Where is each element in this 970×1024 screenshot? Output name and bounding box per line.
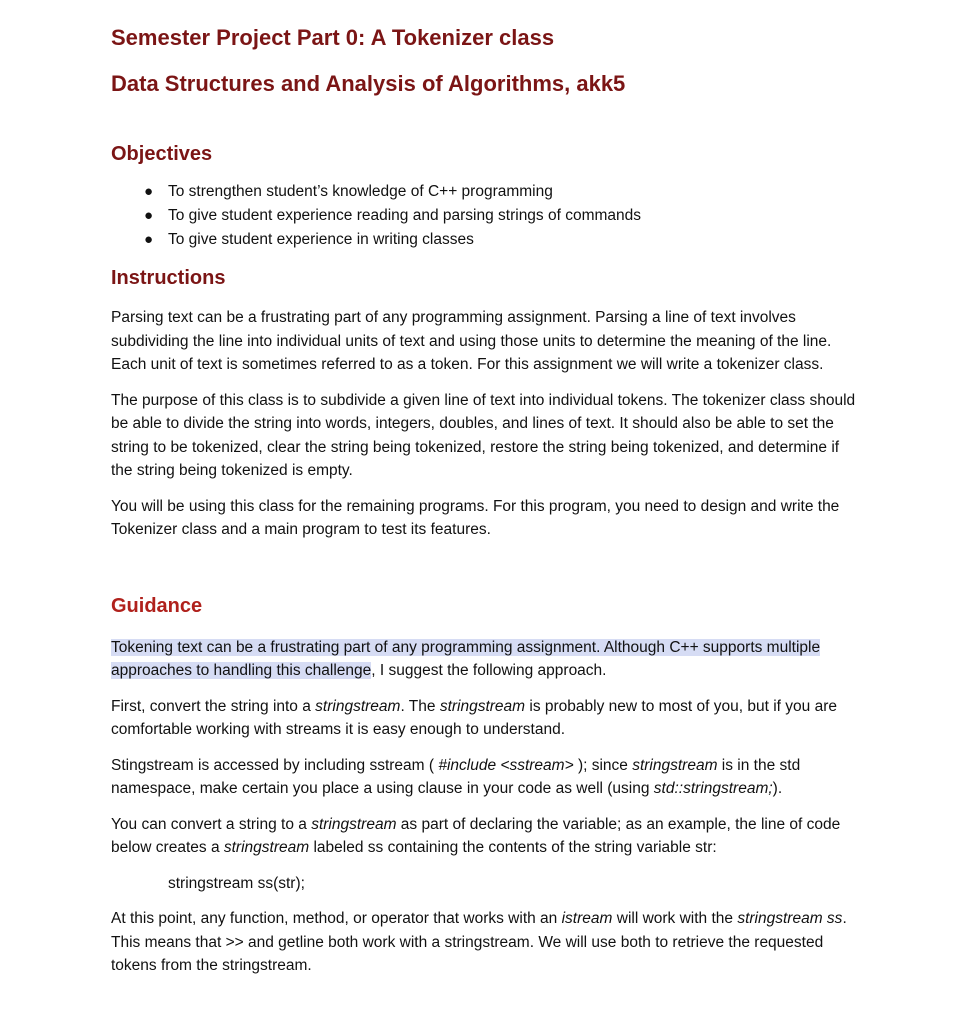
paragraph-text: labeled ss containing the contents of the string variable str: — [309, 839, 717, 856]
emphasis-text: stringstream — [315, 697, 401, 715]
bullet-icon: ● — [144, 183, 154, 200]
bullet-icon: ● — [144, 231, 154, 248]
paragraph-text: You can convert a string to a — [111, 815, 312, 833]
paragraph-text: , I suggest the following approach. — [371, 662, 607, 679]
list-item — [144, 228, 860, 252]
paragraph-text: First, convert the string into a — [111, 697, 316, 715]
paragraph-text: ). — [772, 780, 783, 797]
document-subtitle: Data Structures and Analysis of Algorithms, akk5 — [111, 71, 626, 96]
objectives-heading: Objectives — [111, 143, 213, 165]
paragraph-text: will work with the — [612, 910, 738, 927]
list-item — [144, 180, 860, 204]
instructions-heading: Instructions — [111, 267, 226, 289]
emphasis-text: stringstream ss — [737, 910, 843, 927]
paragraph-text: ); since — [573, 756, 633, 774]
emphasis-text: stringstream — [311, 815, 397, 833]
guidance-paragraph — [111, 754, 860, 801]
guidance-paragraph — [111, 695, 860, 742]
guidance-heading: Guidance — [111, 594, 203, 617]
paragraph-text: . This means that >> and getline both work with a stringstream. We will use both to retrieve the requested tokens from the stringstream. — [111, 910, 847, 974]
objective-text: To give student experience reading and parsing strings of commands — [168, 207, 642, 224]
instructions-paragraph: The purpose of this class is to subdivide a given line of text into individual tokens. The tokenizer class should be able to divide the string into words, integers, doubles, and lines of text. It should also be able to set the string to be tokenized, clear the string being tokenized, restore the string being tokenized, and determine if the string being tokenized is empty. — [111, 391, 856, 479]
paragraph-text: is probably new to most of you, but if you are comfortable working with streams it is easy enough to understand. — [111, 697, 837, 738]
code-example: stringstream ss(str); — [168, 874, 305, 892]
emphasis-text: stringstream — [632, 756, 718, 774]
document-title: Semester Project Part 0: A Tokenizer class — [111, 25, 555, 50]
guidance-paragraph — [111, 813, 860, 860]
emphasis-text: std::stringstream; — [653, 780, 773, 797]
instructions-paragraph: You will be using this class for the remaining programs. For this program, you need to design and write the Tokenizer class and a main program to test its features. — [111, 497, 840, 538]
objective-text: To give student experience in writing classes — [168, 231, 474, 248]
guidance-paragraph — [111, 907, 860, 978]
objectives-list — [111, 180, 860, 252]
paragraph-text: Stingstream is accessed by including sstream ( — [111, 756, 439, 774]
instructions-paragraph: Parsing text can be a frustrating part of any programming assignment. Parsing a line of text involves subdividing the line into individual units of text and using those units to determine the meaning of the line. Each unit of text is sometimes referred to as a token. For this assignment we will write a tokenizer class. — [111, 309, 832, 373]
paragraph-text: At this point, any function, method, or operator that works with an — [111, 910, 562, 927]
emphasis-text: stringstream — [223, 839, 310, 856]
paragraph-text: as part of declaring the variable; as an example, the line of code below creates a — [111, 815, 841, 856]
objective-text: To strengthen student’s knowledge of C++ programming — [168, 183, 553, 200]
paragraph-text: . The — [400, 697, 440, 715]
emphasis-text: stringstream — [439, 697, 526, 715]
bullet-icon: ● — [144, 207, 154, 224]
list-item — [144, 204, 860, 228]
emphasis-text: #include <sstream> — [438, 756, 574, 774]
highlighted-text[interactable]: Tokening text can be a frustrating part of any programming assignment. Although C++ supports multiple approaches to handling this challenge — [111, 638, 821, 679]
guidance-paragraph — [111, 636, 860, 683]
emphasis-text: istream — [561, 910, 613, 927]
paragraph-text: is in the std namespace, make certain you place a using clause in your code as well (using — [111, 756, 801, 797]
